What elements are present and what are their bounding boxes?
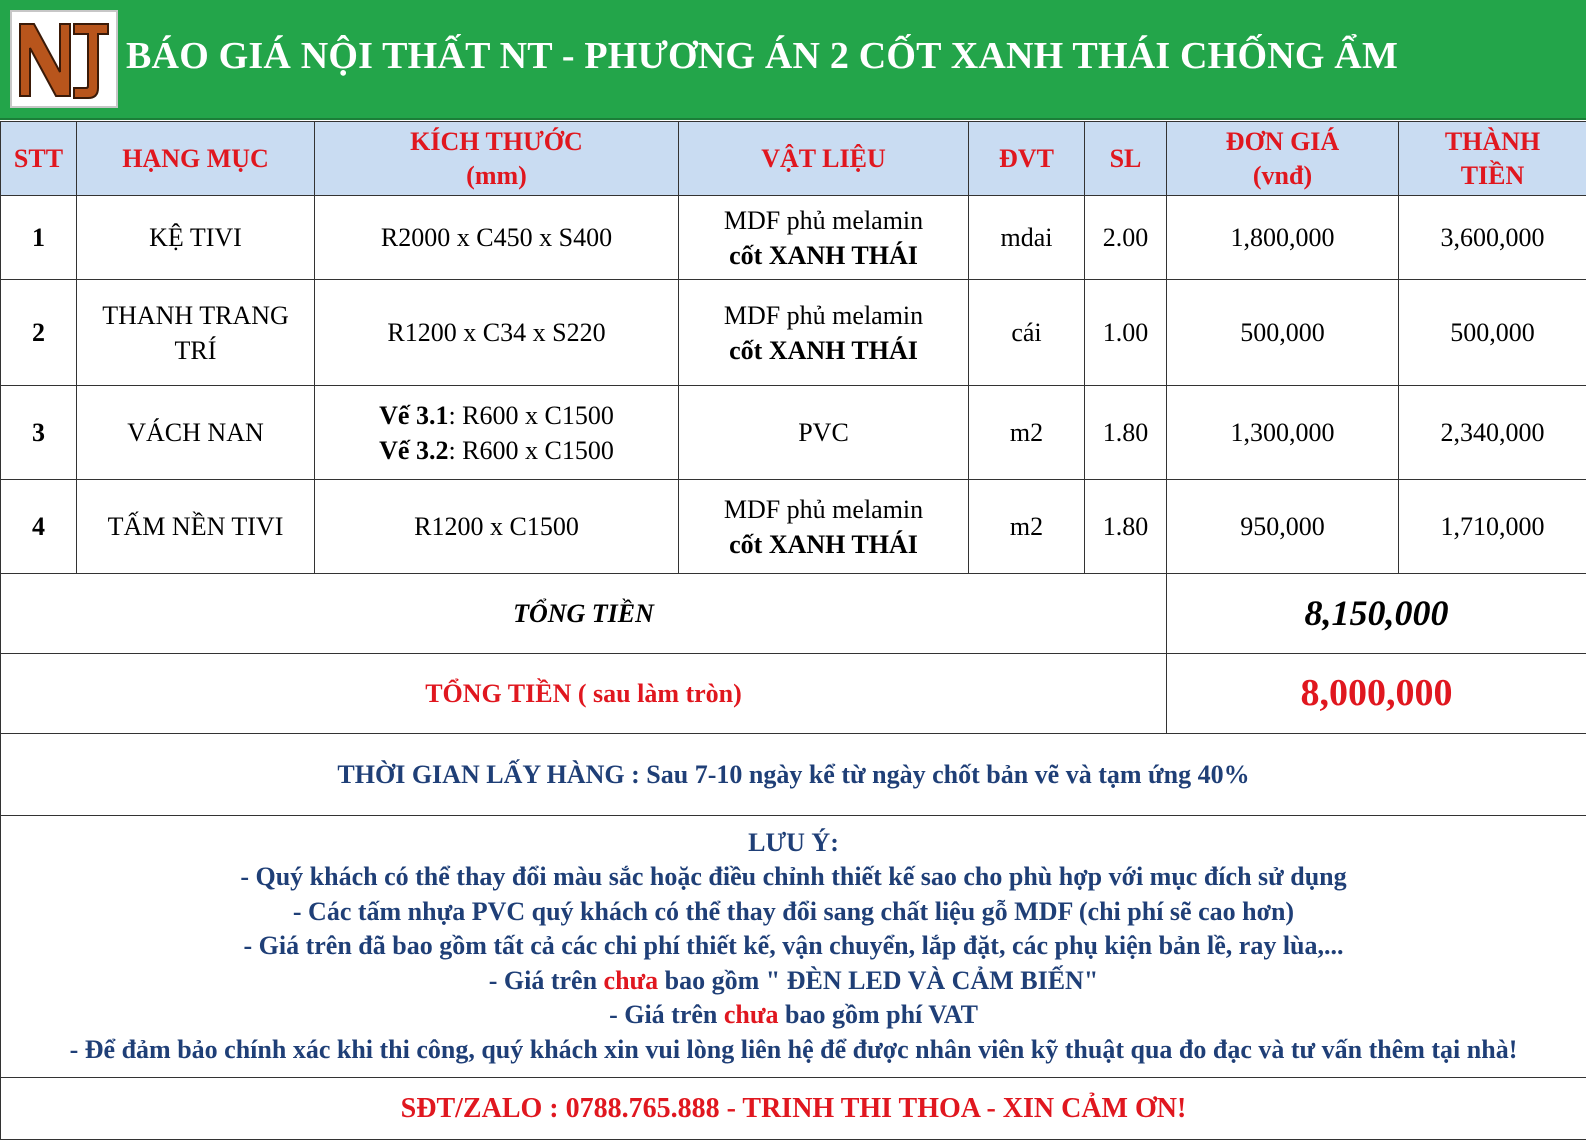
cell-price: 500,000 [1167, 280, 1399, 386]
cell-item: TẤM NỀN TIVI [77, 480, 315, 574]
col-item: HẠNG MỤC [77, 122, 315, 196]
material-line2: cốt XANH THÁI [729, 529, 918, 559]
col-amount [1399, 122, 1586, 196]
note-highlight: chưa [723, 1000, 779, 1030]
cell-amount: 1,710,000 [1399, 480, 1586, 574]
cell-item: VÁCH NAN [77, 386, 315, 480]
cell-unit: cái [969, 280, 1085, 386]
col-price [1167, 122, 1399, 196]
nt-logo-icon [10, 10, 118, 108]
material-line1: MDF phủ melamin [723, 205, 924, 235]
table-row [1, 280, 1586, 386]
size-b-value: : R600 x C1500 [448, 435, 614, 465]
cell-material [679, 196, 969, 280]
cell-amount: 3,600,000 [1399, 196, 1586, 280]
col-qty: SL [1085, 122, 1167, 196]
size-a-value: : R600 x C1500 [448, 400, 614, 430]
cell-stt: 3 [1, 386, 77, 480]
cell-amount: 2,340,000 [1399, 386, 1586, 480]
notes-row [1, 816, 1586, 1078]
page-title: BÁO GIÁ NỘI THẤT NT - PHƯƠNG ÁN 2 CỐT XANH THÁI CHỐNG ẨM [126, 35, 1399, 77]
col-material: VẬT LIỆU [679, 122, 969, 196]
item-line1: THANH TRANG [102, 300, 289, 330]
material-line1: MDF phủ melamin [723, 494, 924, 524]
col-unit: ĐVT [969, 122, 1085, 196]
cell-stt: 4 [1, 480, 77, 574]
cell-stt: 1 [1, 196, 77, 280]
cell-material [679, 280, 969, 386]
material-line2: cốt XANH THÁI [729, 240, 918, 270]
cell-unit: mdai [969, 196, 1085, 280]
size-a-label: Vế 3.1 [379, 400, 449, 430]
cell-qty: 1.00 [1085, 280, 1167, 386]
note-line: - Quý khách có thể thay đổi màu sắc hoặc điều chỉnh thiết kế sao cho phù hợp với mục đích sử dụng [240, 862, 1347, 892]
cell-price: 1,800,000 [1167, 196, 1399, 280]
note-highlight: chưa [603, 965, 659, 995]
col-amount-line2: TIỀN [1460, 160, 1525, 190]
lead-time-text: THỜI GIAN LẤY HÀNG : Sau 7-10 ngày kể từ ngày chốt bản vẽ và tạm ứng 40% [1, 734, 1586, 816]
cell-qty: 2.00 [1085, 196, 1167, 280]
col-amount-line1: THÀNH [1444, 126, 1541, 156]
rounded-total-row [1, 654, 1586, 734]
rounded-total-label: TỔNG TIỀN ( sau làm tròn) [1, 654, 1167, 734]
cell-amount: 500,000 [1399, 280, 1586, 386]
col-price-line1: ĐƠN GIÁ [1225, 126, 1340, 156]
cell-item [77, 280, 315, 386]
quote-table [0, 121, 1586, 1140]
table-row [1, 196, 1586, 280]
col-size-line2: (mm) [466, 160, 527, 190]
cell-unit: m2 [969, 480, 1085, 574]
notes-block [1, 816, 1586, 1078]
rounded-total-value: 8,000,000 [1167, 654, 1586, 734]
cell-qty: 1.80 [1085, 480, 1167, 574]
note-text: - Giá trên [488, 965, 604, 995]
cell-item: KỆ TIVI [77, 196, 315, 280]
note-text: bao gồm phí VAT [778, 1000, 978, 1030]
contact-footer: SĐT/ZALO : 0788.765.888 - TRINH THI THOA - XIN CẢM ƠN! [1, 1078, 1586, 1140]
note-line: - Giá trên đã bao gồm tất cả các chi phí thiết kế, vận chuyển, lắp đặt, các phụ kiện bản lề, ray lùa,... [243, 931, 1344, 961]
cell-material [679, 480, 969, 574]
cell-price: 1,300,000 [1167, 386, 1399, 480]
cell-size: R1200 x C1500 [315, 480, 679, 574]
note-text: bao gồm " ĐÈN LED VÀ CẢM BIẾN" [658, 965, 1099, 995]
total-label: TỔNG TIỀN [1, 574, 1167, 654]
col-stt: STT [1, 122, 77, 196]
col-price-line2: (vnđ) [1252, 160, 1313, 190]
note-line [1, 964, 1586, 999]
total-value: 8,150,000 [1167, 574, 1586, 654]
cell-unit: m2 [969, 386, 1085, 480]
material-line1: MDF phủ melamin [723, 300, 924, 330]
cell-stt: 2 [1, 280, 77, 386]
size-b-label: Vế 3.2 [379, 435, 449, 465]
total-row [1, 574, 1586, 654]
item-line2: TRÍ [174, 335, 217, 365]
title-banner [0, 0, 1586, 120]
table-header-row [1, 122, 1586, 196]
note-line: - Để đảm bảo chính xác khi thi công, quý khách xin vui lòng liên hệ để được nhân viên kỹ thuật qua đo đạc và tư vấn thêm tại nhà! [69, 1034, 1518, 1064]
table-row [1, 480, 1586, 574]
notes-heading: LƯU Ý: [748, 827, 839, 857]
note-line: - Các tấm nhựa PVC quý khách có thể thay đổi sang chất liệu gỗ MDF (chi phí sẽ cao hơn) [292, 896, 1295, 926]
cell-size [315, 386, 679, 480]
cell-size: R2000 x C450 x S400 [315, 196, 679, 280]
lead-time-row [1, 734, 1586, 816]
note-line [1, 998, 1586, 1033]
material-line2: cốt XANH THÁI [729, 335, 918, 365]
cell-price: 950,000 [1167, 480, 1399, 574]
cell-qty: 1.80 [1085, 386, 1167, 480]
col-size-line1: KÍCH THƯỚC [410, 126, 583, 156]
note-text: - Giá trên [609, 1000, 724, 1030]
col-size [315, 122, 679, 196]
footer-row [1, 1078, 1586, 1140]
cell-material: PVC [679, 386, 969, 480]
cell-size: R1200 x C34 x S220 [315, 280, 679, 386]
table-row [1, 386, 1586, 480]
